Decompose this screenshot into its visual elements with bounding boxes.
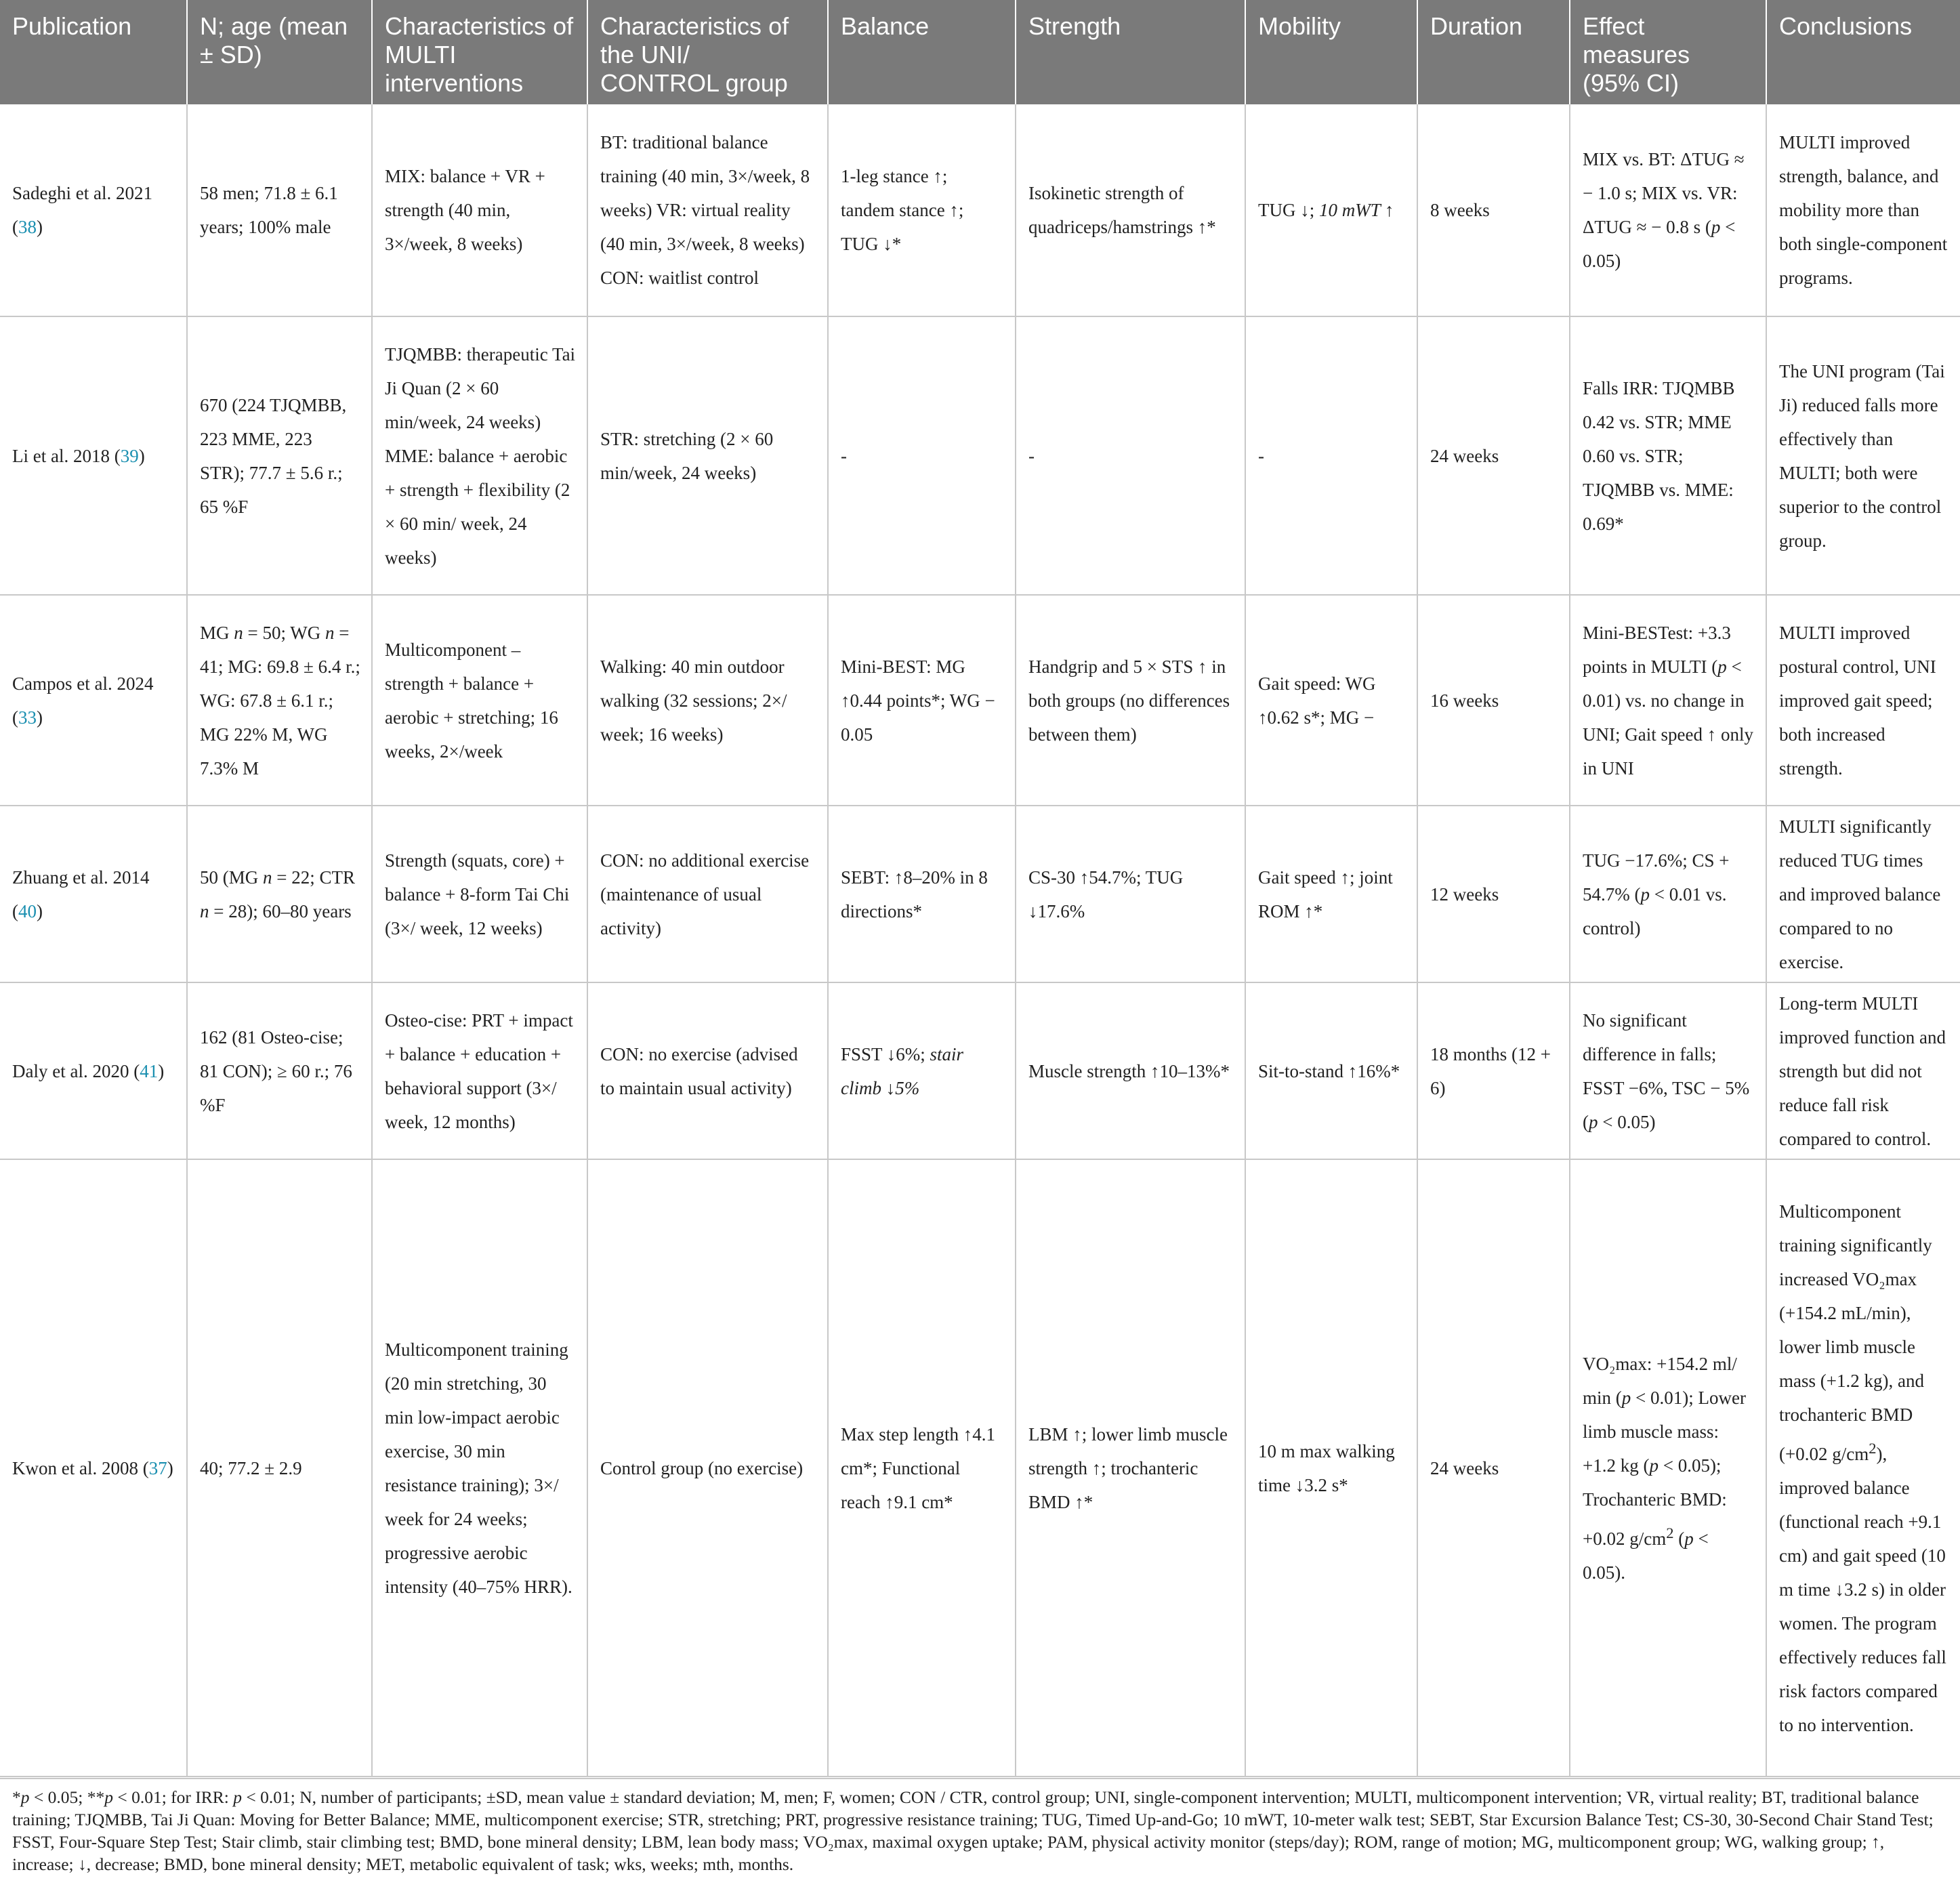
table-row xyxy=(0,316,1960,595)
cell-strength: CS-30 ↑54.7%; TUG ↓17.6% xyxy=(1016,806,1245,982)
reference-link[interactable]: 38 xyxy=(18,217,37,237)
cell-multi: Multicomponent training (20 min stretching, 30 min low-impact aerobic exercise, 30 min resistance training); 3×/ week for 24 weeks; progressive aerobic intensity (40–75% HRR). xyxy=(372,1159,587,1776)
reference-link[interactable]: 33 xyxy=(18,707,37,728)
cell-publication: Campos et al. 2024 (33) xyxy=(0,595,187,806)
col-header-multi: Characteristics of MULTI interventions xyxy=(372,0,587,104)
cell-mobility: TUG ↓; 10 mWT ↑ xyxy=(1245,104,1417,316)
cell-effect: Falls IRR: TJQMBB 0.42 vs. STR; MME 0.60 vs. STR; TJQMBB vs. MME: 0.69* xyxy=(1570,316,1766,595)
col-header-conclusions: Conclusions xyxy=(1766,0,1960,104)
cell-n-age: MG n = 50; WG n = 41; MG: 69.8 ± 6.4 r.; WG: 67.8 ± 6.1 r.; MG 22% M, WG 7.3% M xyxy=(187,595,372,806)
cell-duration: 24 weeks xyxy=(1417,316,1570,595)
reference-link[interactable]: 40 xyxy=(18,900,37,921)
cell-publication: Zhuang et al. 2014 (40) xyxy=(0,806,187,982)
cell-uni: Control group (no exercise) xyxy=(587,1159,828,1776)
cell-publication: Daly et al. 2020 (41) xyxy=(0,982,187,1159)
cell-effect: No significant difference in falls; FSST −6%, TSC − 5% (p < 0.05) xyxy=(1570,982,1766,1159)
cell-mobility: Gait speed: WG ↑0.62 s*; MG − xyxy=(1245,595,1417,806)
col-header-duration: Duration xyxy=(1417,0,1570,104)
cell-balance: 1-leg stance ↑; tandem stance ↑; TUG ↓* xyxy=(828,104,1016,316)
col-header-publication: Publication xyxy=(0,0,187,104)
cell-effect: VO₂max: +154.2 ml/ min (p < 0.01); Lower limb muscle mass: +1.2 kg (p < 0.05); Trochanteric BMD: +0.02 $g/cm^2$ (p < 0.05). xyxy=(1570,1159,1766,1776)
cell-conclusion: The UNI program (Tai Ji) reduced falls more effectively than MULTI; both were superior to the control group. xyxy=(1766,316,1960,595)
cell-uni: STR: stretching (2 × 60 min/week, 24 weeks) xyxy=(587,316,828,595)
col-header-strength: Strength xyxy=(1016,0,1245,104)
reference-link[interactable]: 39 xyxy=(120,445,139,466)
col-header-balance: Balance xyxy=(828,0,1016,104)
table-row xyxy=(0,982,1960,1159)
reference-link[interactable]: 41 xyxy=(140,1060,159,1081)
cell-publication: Sadeghi et al. 2021 (38) xyxy=(0,104,187,316)
cell-duration: 16 weeks xyxy=(1417,595,1570,806)
cell-duration: 24 weeks xyxy=(1417,1159,1570,1776)
cell-strength: - xyxy=(1016,316,1245,595)
table-row xyxy=(0,1159,1960,1776)
col-header-uni: Characteristics of the UNI/ CONTROL group xyxy=(587,0,828,104)
cell-multi: Osteo-cise: PRT + impact + balance + education + behavioral support (3×/ week, 12 months) xyxy=(372,982,587,1159)
cell-multi: Strength (squats, core) + balance + 8-form Tai Chi (3×/ week, 12 weeks) xyxy=(372,806,587,982)
col-header-effect: Effect measures (95% CI) xyxy=(1570,0,1766,104)
table-row xyxy=(0,104,1960,316)
cell-conclusion: Long-term MULTI improved function and strength but did not reduce fall risk compared to control. xyxy=(1766,982,1960,1159)
cell-balance: FSST ↓6%; stair climb ↓5% xyxy=(828,982,1016,1159)
reference-link[interactable]: 37 xyxy=(148,1457,167,1478)
cell-uni: CON: no additional exercise (maintenance of usual activity) xyxy=(587,806,828,982)
cell-effect: MIX vs. BT: ΔTUG ≈ − 1.0 s; MIX vs. VR: ΔTUG ≈ − 0.8 s (p < 0.05) xyxy=(1570,104,1766,316)
cell-publication: Li et al. 2018 (39) xyxy=(0,316,187,595)
col-header-mobility: Mobility xyxy=(1245,0,1417,104)
cell-duration: 18 months (12 + 6) xyxy=(1417,982,1570,1159)
cell-publication: Kwon et al. 2008 (37) xyxy=(0,1159,187,1776)
cell-effect: Mini-BESTest: +3.3 points in MULTI (p < 0.01) vs. no change in UNI; Gait speed ↑ only in UNI xyxy=(1570,595,1766,806)
cell-mobility: Gait speed ↑; joint ROM ↑* xyxy=(1245,806,1417,982)
table-footnote: *p < 0.05; **p < 0.01; for IRR: p < 0.01; N, number of participants; ±SD, mean value ± standard deviation; M, men; F, women; CON / CTR, control group; UNI, single-component intervention; MULTI, multicomponent intervention; VR, virtual reality; BT, traditional balance training; TJQMBB, Tai Ji Quan: Moving for Better Balance; MME, multicomponent exercise; STR, stretching; PRT, progressive resistance training; TUG, Timed Up-and-Go; 10 mWT, 10-meter walk test; SEBT, Star Excursion Balance Test; CS-30, 30-Second Chair Stand Test; FSST, Four-Square Step Test; Stair climb, stair climbing test; BMD, bone mineral density; LBM, lean body mass; VO₂max, maximal oxygen uptake; PAM, physical activity monitor (steps/day); ROM, range of motion; MG, multicomponent group; WG, walking group; ↑, increase; ↓, decrease; BMD, bone mineral density; MET, metabolic equivalent of task; wks, weeks; mth, months. xyxy=(0,1778,1960,1875)
cell-multi: TJQMBB: therapeutic Tai Ji Quan (2 × 60 min/week, 24 weeks) MME: balance + aerobic + strength + flexibility (2 × 60 min/ week, 24 weeks) xyxy=(372,316,587,595)
col-header-n-age: N; age (mean ± SD) xyxy=(187,0,372,104)
cell-mobility: Sit-to-stand ↑16%* xyxy=(1245,982,1417,1159)
cell-mobility: 10 m max walking time ↓3.2 s* xyxy=(1245,1159,1417,1776)
cell-n-age: 162 (81 Osteo-cise; 81 CON); ≥ 60 r.; 76 %F xyxy=(187,982,372,1159)
cell-conclusion: MULTI improved postural control, UNI improved gait speed; both increased strength. xyxy=(1766,595,1960,806)
cell-multi: Multicomponent – strength + balance + aerobic + stretching; 16 weeks, 2×/week xyxy=(372,595,587,806)
header-row xyxy=(0,0,1960,104)
cell-conclusion: MULTI improved strength, balance, and mobility more than both single-component programs. xyxy=(1766,104,1960,316)
cell-n-age: 50 (MG n = 22; CTR n = 28); 60–80 years xyxy=(187,806,372,982)
cell-strength: Muscle strength ↑10–13%* xyxy=(1016,982,1245,1159)
cell-balance: Mini-BEST: MG ↑0.44 points*; WG − 0.05 xyxy=(828,595,1016,806)
table-row xyxy=(0,806,1960,982)
cell-uni: Walking: 40 min outdoor walking (32 sessions; 2×/ week; 16 weeks) xyxy=(587,595,828,806)
cell-effect: TUG −17.6%; CS + 54.7% (p < 0.01 vs. control) xyxy=(1570,806,1766,982)
cell-strength: LBM ↑; lower limb muscle strength ↑; trochanteric BMD ↑* xyxy=(1016,1159,1245,1776)
cell-conclusion: MULTI significantly reduced TUG times and improved balance compared to no exercise. xyxy=(1766,806,1960,982)
cell-duration: 12 weeks xyxy=(1417,806,1570,982)
cell-n-age: 58 men; 71.8 ± 6.1 years; 100% male xyxy=(187,104,372,316)
cell-strength: Isokinetic strength of quadriceps/hamstrings ↑* xyxy=(1016,104,1245,316)
cell-strength: Handgrip and 5 × STS ↑ in both groups (no differences between them) xyxy=(1016,595,1245,806)
cell-conclusion: Multicomponent training significantly increased VO₂max (+154.2 mL/min), lower limb muscle mass (+1.2 kg), and trochanteric BMD (+0.02 $g/cm^2$), improved balance (functional reach +9.1 cm) and gait speed (10 m time ↓3.2 s) in older women. The program effectively reduces fall risk factors compared to no intervention. xyxy=(1766,1159,1960,1776)
table-row xyxy=(0,595,1960,806)
cell-balance: Max step length ↑4.1 cm*; Functional reach ↑9.1 cm* xyxy=(828,1159,1016,1776)
cell-n-age: 40; 77.2 ± 2.9 xyxy=(187,1159,372,1776)
cell-uni: BT: traditional balance training (40 min, 3×/week, 8 weeks) VR: virtual reality (40 min, 3×/week, 8 weeks) CON: waitlist control xyxy=(587,104,828,316)
cell-duration: 8 weeks xyxy=(1417,104,1570,316)
cell-balance: SEBT: ↑8–20% in 8 directions* xyxy=(828,806,1016,982)
cell-uni: CON: no exercise (advised to maintain usual activity) xyxy=(587,982,828,1159)
cell-mobility: - xyxy=(1245,316,1417,595)
cell-multi: MIX: balance + VR + strength (40 min, 3×/week, 8 weeks) xyxy=(372,104,587,316)
cell-n-age: 670 (224 TJQMBB, 223 MME, 223 STR); 77.7 ± 5.6 r.; 65 %F xyxy=(187,316,372,595)
cell-balance: - xyxy=(828,316,1016,595)
